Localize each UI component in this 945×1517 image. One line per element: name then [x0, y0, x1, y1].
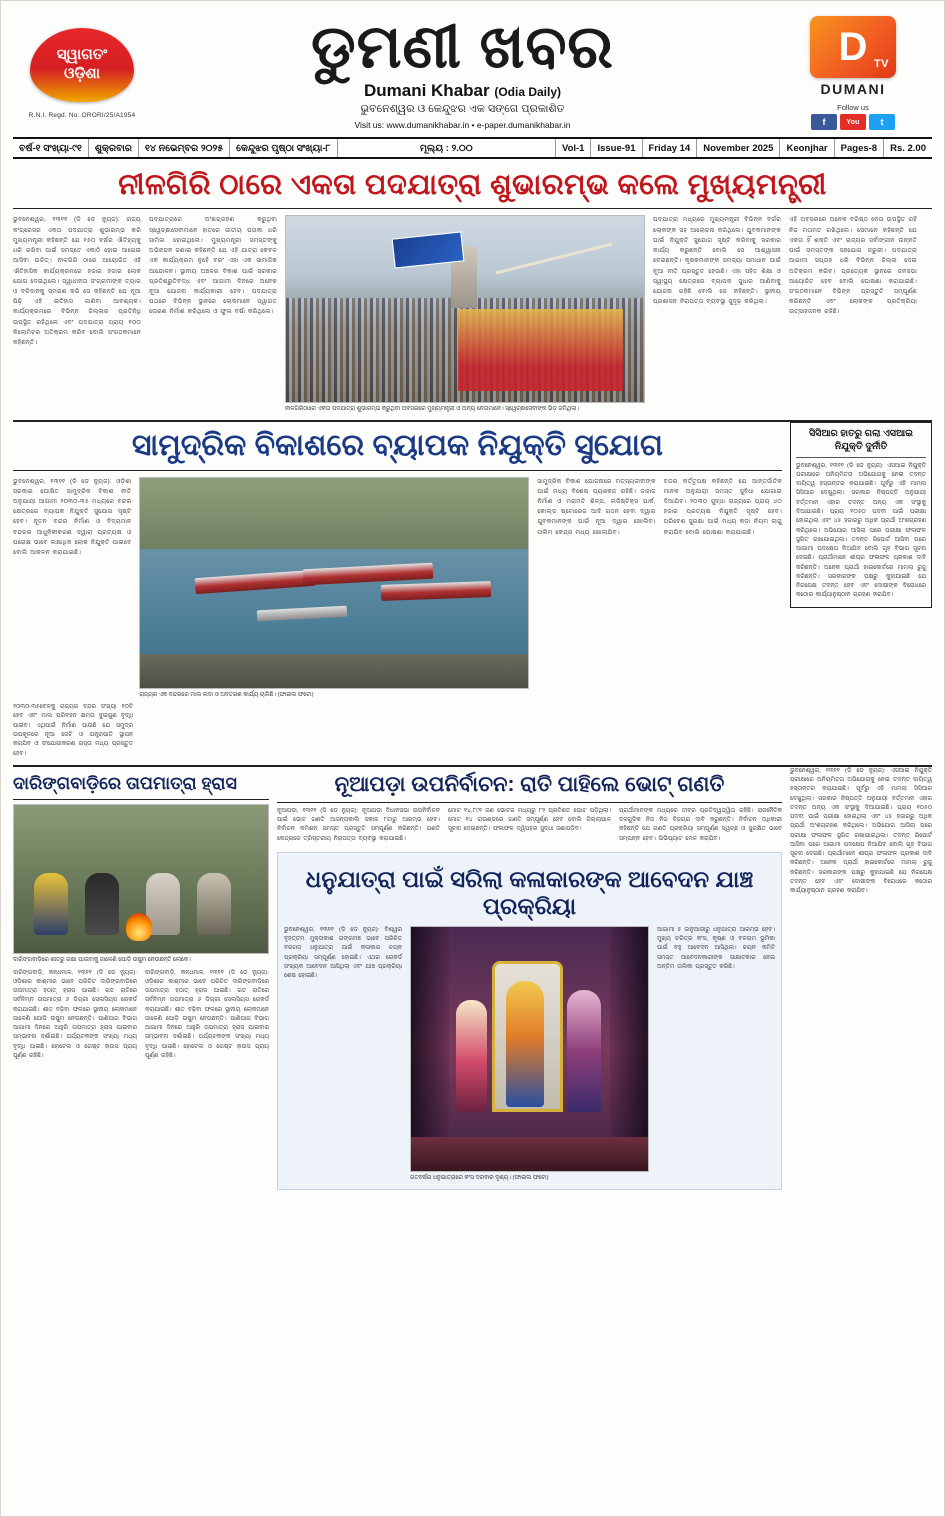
info-date-odia: ୧୪ ନଭେମ୍ବର ୨୦୨୫	[139, 139, 230, 157]
title-english-sub: (Odia Daily)	[494, 84, 562, 99]
info-day-odia: ଶୁକ୍ରବାର	[89, 139, 139, 157]
youtube-icon[interactable]: You	[840, 114, 866, 130]
dumani-tv-logo	[810, 16, 896, 78]
masthead-left	[17, 28, 147, 119]
port-story-headline: ସାମୁଦ୍ରିକ ବିକାଶରେ ବ୍ୟାପକ ନିଯୁକ୍ତି ସୁଯୋଗ	[131, 429, 664, 463]
dhanujatra-headline: ଧନୁଯାତ୍ରା ପାଇଁ ସରିଲା କଳାକାରଙ୍କ ଆବେଦନ ଯାଞ୍ଚ ପ୍ରକ୍ରିୟା	[305, 865, 754, 919]
newspaper-title-odia: ଡୁମଣୀ ଖବର	[153, 17, 772, 77]
sidebar-box	[790, 422, 932, 608]
welcome-badge	[30, 28, 134, 102]
fire-icon	[126, 913, 152, 941]
issue-info-bar	[13, 137, 932, 159]
social-links	[811, 114, 895, 130]
ship-shape	[256, 605, 346, 621]
tagline: ଭୁବନେଶ୍ୱର ଓ କେନ୍ଦୁଝର ଏକ ସଙ୍ଗେ ପ୍ରକାଶିତ	[360, 102, 565, 115]
info-edition-odia: କେନ୍ଦୁଝର ପୃଷ୍ଠା ସଂଖ୍ୟା-୮	[230, 139, 337, 157]
bonfire-photo	[13, 804, 269, 954]
performer-shape	[456, 1000, 487, 1112]
ship-shape	[303, 562, 434, 585]
masthead-right	[778, 16, 928, 130]
pier-layer	[140, 654, 528, 688]
bonfire-photo-caption: ଦାରିଙ୍ଗବାଡ଼ିରେ ଶୀତରୁ ରକ୍ଷା ପାଇବାକୁ ଜାଳେଣି ପୋଡ଼ି ଉଷୁମ ନେଉଛନ୍ତି ଲୋକେ।	[13, 956, 191, 963]
bypoll-story	[277, 767, 782, 1190]
curtain-shape	[610, 927, 648, 1171]
masthead	[13, 11, 932, 131]
sidebar-body: ଭୁବନେଶ୍ୱର, ୧୩୧୧ (ଡି ଡେ ନ୍ୟୁଜ): ଏସଆଇ ନିଯୁକ୍ତି ପରୀକ୍ଷାରେ ଅନିୟମିତତା ଅଭିଯୋଗକୁ ନେଇ ତଦନ୍ତ ଦାୟିତ୍ୱ ହସ୍ତାନ୍ତର କରାଯାଇଛି। ପୂର୍ବରୁ ଏହି ମାମଲା ସିସିଆର ଦେଖୁଥିଲା। ସରକାର ନିଷ୍ପତ୍ତି ଅନୁଯାୟୀ ବର୍ତ୍ତମାନ ଏହାର ତଦନ୍ତ ଅନ୍ୟ ଏକ ସଂସ୍ଥାକୁ ଦିଆଯାଇଛି। ପ୍ରାୟ ୧୦୫୦ ପଦବୀ ପାଇଁ ପରୀକ୍ଷା ହୋଇଥିଲା ଏବଂ ୪୫ ହଜାରରୁ ଅଧିକ ପ୍ରାର୍ଥୀ ଅଂଶଗ୍ରହଣ କରିଥିଲେ। ଅଭିଯୋଗ ଆସିଲା ପରେ ପରୀକ୍ଷା ଫଳାଫଳ ସ୍ଥଗିତ ରଖାଯାଇଥିଲା। ତଦନ୍ତ ରିପୋର୍ଟ ଆସିବା ପରେ ଆଗାମୀ ପଦକ୍ଷେପ ନିଆଯିବ ବୋଲି ଗୃହ ବିଭାଗ ସୂଚନା ଦେଇଛି। ପ୍ରାର୍ଥୀମାନେ ଶୀଘ୍ର ଫଳାଫଳ ପ୍ରକାଶ ଦାବି କରିଛନ୍ତି। ଅନେକ ପ୍ରାର୍ଥୀ ହାଇକୋର୍ଟରେ ମାମଲା ରୁଜୁ କରିଛନ୍ତି। ସରକାରଙ୍କ ପକ୍ଷରୁ କୁହାଯାଇଛି ଯେ ନିରପେକ୍ଷ ତଦନ୍ତ ହେବ ଏବଂ ଦୋଷୀଙ୍କ ବିରୋଧରେ କଠୋର କାର୍ଯ୍ୟାନୁଷ୍ଠାନ ଗ୍ରହଣ କରାଯିବ।	[796, 462, 926, 599]
welcome-badge-line2: ଓଡ଼ିଶା	[63, 64, 101, 82]
sidebar-column-lower	[790, 767, 932, 1190]
dhanujatra-photo	[410, 926, 649, 1172]
mid-section	[13, 422, 932, 759]
info-pages: Pages-8	[835, 139, 884, 157]
king-character-shape	[506, 981, 544, 1108]
port-story	[13, 422, 782, 759]
rally-photo-caption: ନୀଳଗିରିଠାରେ ଏକତା ପଦଯାତ୍ରା ଶୁଭାରମ୍ଭ କରୁଥିବା ଅବସରରେ ମୁଖ୍ୟମନ୍ତ୍ରୀ ଓ ଅନ୍ୟ ନେତାମାନେ। ସ୍ୱେଚ୍ଛାସେବୀଙ୍କ ଭିଡ଼ ଜମିଥିଲା।	[285, 406, 579, 413]
logo-brand-name: DUMANI	[820, 81, 886, 97]
info-price-odia: ମୂଲ୍ୟ : ୨.୦୦	[338, 139, 556, 157]
bypoll-col-2: ମୋଟ ୧୪,୮୯୧ ଜଣ ଭୋଟର ମଧ୍ୟରୁ ୮୨ ପ୍ରତିଶତ ଭୋଟ ପଡ଼ିଥିଲା। ମୋଟ ୧୪ ରାଉଣ୍ଡରେ ଗଣତି ସମ୍ପୂର୍ଣ୍ଣ ହେବ ବୋଲି ଜିଲ୍ଲାପାଳ ସୂଚନା ଦେଇଛନ୍ତି। ଫଳାଫଳ ଦ୍ୱିପହର ସୁଦ୍ଧା ଜଣାପଡ଼ିବ।	[448, 807, 611, 833]
port-col-2: ୨୦୩୦-୩୫ବେଳକୁ ରାଜ୍ୟର ବନ୍ଦର ସଂଖ୍ୟା ୧୦ଟି ହେବ ଏବଂ ମାଲ ପରିବହନ କ୍ଷମତା ଦୁଇଗୁଣ ବୃଦ୍ଧି ପାଇବ। ଏଥିପାଇଁ ନିର୍ମାଣ ପାଉଛି ଯେ ସମୁଦ୍ର ଉପକୂଳରେ ନୂଆ ଜେଟି ଓ ଯନ୍ତ୍ରପାତି ସ୍ଥାପନ କରାଯିବ ଓ ସଂଯୋଗୀକରଣ ରାସ୍ତା ମଧ୍ୟ ପ୍ରସ୍ତୁତ ହେବ।	[13, 704, 133, 757]
person-shape	[85, 873, 119, 935]
title-english-main: Dumani Khabar	[363, 80, 490, 100]
info-day: Friday 14	[643, 139, 698, 157]
info-cover-price: Rs. 2.00	[890, 142, 926, 154]
lower-section	[13, 767, 932, 1190]
info-city-edition: Keonjhar	[780, 139, 834, 157]
flagpole-shape	[495, 243, 612, 275]
lead-col-2: ପଦଯାତ୍ରାରେ ଅଂଶଗ୍ରହଣ କରୁଥିବା ସ୍ୱେଚ୍ଛାସେବୀମାନେ ହାତରେ ଜାତୀୟ ପତାକା ଧରି ସାମିଲ ହୋଇଥିଲେ। ମୁଖ୍ୟମନ୍ତ୍ରୀ ସମସ୍ତଙ୍କୁ ଅଭିନନ୍ଦନ ଜଣାଇ କହିଛନ୍ତି ଯେ ଏହି ଯାତ୍ରା କେବଳ ଏକ କାର୍ଯ୍ୟକ୍ରମ ନୁହେଁ ବରଂ ଏହା ଏକ ସାମାଜିକ ଆନ୍ଦୋଳନ। ସ୍ଥାନୀୟ ଅଞ୍ଚଳର ବିକାଶ ପାଇଁ ସରକାର ପ୍ରତିଶ୍ରୁତିବଦ୍ଧ ଏବଂ ଆଗାମୀ ଦିନରେ ଅନେକ ନୂଆ ଯୋଜନା କାର୍ଯ୍ୟକାରୀ ହେବ। ପଦଯାତ୍ରା ପଥରେ ବିଭିନ୍ନ ସ୍ଥାନରେ ଲୋକମାନେ ସ୍ୱାଗତ ତୋରଣ ନିର୍ମାଣ କରିଥିଲେ ଓ ଫୁଲ ବର୍ଷା କରିଥିଲେ।	[149, 216, 277, 316]
temperature-headline: ଦାରିଙ୍ଗବାଡ଼ିରେ ତାପମାତ୍ରା ହ୍ରାସ	[13, 772, 237, 793]
port-photo	[139, 477, 529, 689]
ship-shape	[381, 581, 491, 601]
info-month-year: November 2025	[697, 139, 780, 157]
curtain-shape	[411, 927, 449, 1171]
logo-letter: D	[838, 24, 868, 69]
dhanujatra-photo-caption: ଗତବର୍ଷର ଧନୁଯାତ୍ରାରେ କଂସ ଦରବାର ଦୃଶ୍ୟ। (ଫାଇଲ ଫଟୋ)	[410, 1174, 549, 1181]
info-issue: Issue-91	[591, 139, 642, 157]
rally-photo	[285, 215, 645, 403]
person-shape	[197, 873, 231, 935]
website-links[interactable]: Visit us: www.dumanikhabar.in • e-paper.dumanikhabar.in	[354, 119, 571, 130]
bypoll-col-1: ନୂଆପଡ଼ା, ୧୩୧୧ (ଡି ଡେ ନ୍ୟୁଜ): ନୂଆପଡ଼ା ବିଧାନସଭା ଉପନିର୍ବାଚନ ପାଇଁ ଭୋଟ ଗଣତି ଆସନ୍ତାକାଲି ସକାଳ ୮ଟାରୁ ଆରମ୍ଭ ହେବ। ନିର୍ବାଚନ କମିଶନ ସମସ୍ତ ପ୍ରସ୍ତୁତି ସମ୍ପୂର୍ଣ୍ଣ କରିଛନ୍ତି। ଗଣତି କେନ୍ଦ୍ରରେ ତ୍ରିସ୍ତରୀୟ ନିରାପତ୍ତା ବ୍ୟବସ୍ଥା କରାଯାଇଛି।	[277, 807, 440, 842]
facebook-icon[interactable]: f	[811, 114, 837, 130]
performer-shape	[567, 990, 600, 1112]
sidebar-continued: ଭୁବନେଶ୍ୱର, ୧୩୧୧ (ଡି ଡେ ନ୍ୟୁଜ): ଏସଆଇ ନିଯୁକ୍ତି ପରୀକ୍ଷାରେ ଅନିୟମିତତା ଅଭିଯୋଗକୁ ନେଇ ତଦନ୍ତ ଦାୟିତ୍ୱ ହସ୍ତାନ୍ତର କରାଯାଇଛି। ପୂର୍ବରୁ ଏହି ମାମଲା ସିସିଆର ଦେଖୁଥିଲା। ସରକାର ନିଷ୍ପତ୍ତି ଅନୁଯାୟୀ ବର୍ତ୍ତମାନ ଏହାର ତଦନ୍ତ ଅନ୍ୟ ଏକ ସଂସ୍ଥାକୁ ଦିଆଯାଇଛି। ପ୍ରାୟ ୧୦୫୦ ପଦବୀ ପାଇଁ ପରୀକ୍ଷା ହୋଇଥିଲା ଏବଂ ୪୫ ହଜାରରୁ ଅଧିକ ପ୍ରାର୍ଥୀ ଅଂଶଗ୍ରହଣ କରିଥିଲେ। ଅଭିଯୋଗ ଆସିଲା ପରେ ପରୀକ୍ଷା ଫଳାଫଳ ସ୍ଥଗିତ ରଖାଯାଇଥିଲା। ତଦନ୍ତ ରିପୋର୍ଟ ଆସିବା ପରେ ଆଗାମୀ ପଦକ୍ଷେପ ନିଆଯିବ ବୋଲି ଗୃହ ବିଭାଗ ସୂଚନା ଦେଇଛି। ପ୍ରାର୍ଥୀମାନେ ଶୀଘ୍ର ଫଳାଫଳ ପ୍ରକାଶ ଦାବି କରିଛନ୍ତି। ଅନେକ ପ୍ରାର୍ଥୀ ହାଇକୋର୍ଟରେ ମାମଲା ରୁଜୁ କରିଛନ୍ତି। ସରକାରଙ୍କ ପକ୍ଷରୁ କୁହାଯାଇଛି ଯେ ନିରପେକ୍ଷ ତଦନ୍ତ ହେବ ଏବଂ ଦୋଷୀଙ୍କ ବିରୋଧରେ କଠୋର କାର୍ଯ୍ୟାନୁଷ୍ଠାନ ଗ୍ରହଣ କରାଯିବ।	[790, 767, 932, 895]
temperature-col-2: ଦାରିଙ୍ଗବାଡ଼ି, କନ୍ଧମାଳ, ୧୩୧୧ (ଡି ଡେ ନ୍ୟୁଜ): ଓଡ଼ିଶାର କାଶ୍ମୀର ଭାବେ ପରିଚିତ ଦାରିଙ୍ଗବାଡ଼ିରେ ତାପମାତ୍ରା ହଠାତ୍ ହ୍ରାସ ପାଇଛି। ଗତ ରାତିରେ ସର୍ବନିମ୍ନ ତାପମାତ୍ରା ୬ ଡିଗ୍ରୀ ସେଲସିୟସ ରେକର୍ଡ କରାଯାଇଛି। ଶୀତ ବଢ଼ିବା ଫଳରେ ସ୍ଥାନୀୟ ଲୋକମାନେ ଜାଳେଣି ପୋଡ଼ି ଉଷୁମ ନେଉଛନ୍ତି। ପାଣିପାଗ ବିଭାଗ ଆଗାମୀ ଦିନରେ ଆହୁରି ତାପମାତ୍ରା ହ୍ରାସ ପାଇବାର ସମ୍ଭାବନା ଦର୍ଶାଇଛି। ପର୍ଯ୍ୟଟକଙ୍କ ସଂଖ୍ୟା ମଧ୍ୟ ବୃଦ୍ଧି ପାଇଛି। ହୋଟେଲ ଓ ଗେଷ୍ଟ ହାଉସ ପ୍ରାୟ ପୂର୍ଣ୍ଣ ରହିଛି।	[145, 969, 269, 1059]
dhanujatra-col-1: ଭୁବନେଶ୍ୱର, ୧୩୧୧ (ଡି ଡେ ନ୍ୟୁଜ): ବିଶ୍ୱର ବୃହତ୍ତମ ମୁକ୍ତାକାଶ ରଙ୍ଗମଞ୍ଚ ଭାବେ ପରିଚିତ ବରଗଡ଼ ଧନୁଯାତ୍ରା ପାଇଁ କଳାକାର ଚୟନ ପ୍ରକ୍ରିୟା ସମ୍ପୂର୍ଣ୍ଣ ହୋଇଛି। ଏଥର ରେକର୍ଡ ସଂଖ୍ୟକ ଆବେଦନ ଆସିଥିଲା ଏବଂ ଯାଞ୍ଚ ପ୍ରକ୍ରିୟା ଶେଷ ହୋଇଛି।	[284, 926, 402, 980]
sidebar-headline: ସିସିଆର ହାତରୁ ଗଲା ଏସଆଇ ନିଯୁକ୍ତି ଦୁର୍ନୀତି	[796, 428, 926, 458]
lead-story-body	[13, 215, 932, 414]
person-shape	[34, 873, 68, 935]
registration-number: R.N.I. Regd. No. ORORI/25/A1954	[28, 111, 136, 119]
lead-col-4: ଏହି ଅବସରରେ ଅନେକ ବରିଷ୍ଠ ନେତା ଉପସ୍ଥିତ ରହି ନିଜ ମତାମତ ରଖିଥିଲେ। ସେମାନେ କହିଛନ୍ତି ଯେ ଏକତା ହିଁ ଶକ୍ତି ଏବଂ ରାଜ୍ୟର ସର୍ବାଙ୍ଗୀନ ଉନ୍ନତି ପାଇଁ ସମସ୍ତଙ୍କ ସହଯୋଗ ଜରୁରୀ। ପଦଯାତ୍ରା ଆଗାମୀ ସପ୍ତାହ ଧରି ବିଭିନ୍ନ ଜିଲ୍ଲା ଦେଇ ଅତିକ୍ରମ କରିବ। ପ୍ରତ୍ୟେକ ସ୍ଥାନରେ ଜନସଭା ଆୟୋଜିତ ହେବ ବୋଲି ଘୋଷଣା କରାଯାଇଛି। ସଂଗଠକମାନେ ବିଭିନ୍ନ ପ୍ରସ୍ତୁତି ସମ୍ପୂର୍ଣ୍ଣ କରିଛନ୍ତି ଏବଂ ଲୋକଙ୍କ ପ୍ରତିକ୍ରିୟା ଉତ୍ସାହଜନକ ରହିଛି।	[789, 216, 917, 316]
port-col-4: ବନ୍ଦର କର୍ତ୍ତୃପକ୍ଷ କହିଛନ୍ତି ଯେ ଆନ୍ତର୍ଜାତିକ ମାନକ ଅନୁଯାୟୀ ସମସ୍ତ ସୁବିଧା ଯୋଗାଇ ଦିଆଯିବ। ୨୦୩୦ ସୁଦ୍ଧା ରାଜ୍ୟରେ ପ୍ରାୟ ୪୦ ହଜାର ପ୍ରତ୍ୟକ୍ଷ ନିଯୁକ୍ତି ସୃଷ୍ଟି ହେବ। ପରିବେଶ ସୁରକ୍ଷା ପାଇଁ ମଧ୍ୟ କଡ଼ା ନିୟମ ଲାଗୁ କରାଯିବ ବୋଲି ଘୋଷଣା କରାଯାଇଛି।	[663, 477, 782, 536]
info-volume-odia: ବର୍ଷ-୧ ସଂଖ୍ୟା-୯୧	[13, 139, 89, 157]
lead-col-3: ପଦଯାତ୍ରା ମଧ୍ୟରେ ମୁଖ୍ୟମନ୍ତ୍ରୀ ବିଭିନ୍ନ ବର୍ଗର ଲୋକଙ୍କ ସହ ଆଲୋଚନା କରିଥିଲେ। ଯୁବକମାନଙ୍କ ପାଇଁ ନିଯୁକ୍ତି ସୁଯୋଗ ସୃଷ୍ଟି କରିବାକୁ ସରକାର କାର୍ଯ୍ୟ କରୁଛନ୍ତି ବୋଲି ସେ ଆଶ୍ୱାସନା ଦେଇଛନ୍ତି। କୃଷକମାନଙ୍କ ସମସ୍ୟା ସମାଧାନ ପାଇଁ ନୂଆ ନୀତି ପ୍ରସ୍ତୁତ ହେଉଛି। ଏହା ସହିତ ଶିକ୍ଷା ଓ ସ୍ୱାସ୍ଥ୍ୟ କ୍ଷେତ୍ରରେ ବ୍ୟାପକ ସୁଧାର ଆଣିବାକୁ ଯୋଜନା ରହିଛି ବୋଲି ସେ କହିଛନ୍ତି। ସ୍ଥାନୀୟ ପ୍ରଶାସନ ନିରାପତ୍ତା ବ୍ୟବସ୍ଥା ସୁଦୃଢ଼ କରିଥିଲା।	[653, 216, 781, 306]
temperature-col-1: ଦାରିଙ୍ଗବାଡ଼ି, କନ୍ଧମାଳ, ୧୩୧୧ (ଡି ଡେ ନ୍ୟୁଜ): ଓଡ଼ିଶାର କାଶ୍ମୀର ଭାବେ ପରିଚିତ ଦାରିଙ୍ଗବାଡ଼ିରେ ତାପମାତ୍ରା ହଠାତ୍ ହ୍ରାସ ପାଇଛି। ଗତ ରାତିରେ ସର୍ବନିମ୍ନ ତାପମାତ୍ରା ୬ ଡିଗ୍ରୀ ସେଲସିୟସ ରେକର୍ଡ କରାଯାଇଛି। ଶୀତ ବଢ଼ିବା ଫଳରେ ସ୍ଥାନୀୟ ଲୋକମାନେ ଜାଳେଣି ପୋଡ଼ି ଉଷୁମ ନେଉଛନ୍ତି। ପାଣିପାଗ ବିଭାଗ ଆଗାମୀ ଦିନରେ ଆହୁରି ତାପମାତ୍ରା ହ୍ରାସ ପାଇବାର ସମ୍ଭାବନା ଦର୍ଶାଇଛି। ପର୍ଯ୍ୟଟକଙ୍କ ସଂଖ୍ୟା ମଧ୍ୟ ବୃଦ୍ଧି ପାଇଛି। ହୋଟେଲ ଓ ଗେଷ୍ଟ ହାଉସ ପ୍ରାୟ ପୂର୍ଣ୍ଣ ରହିଛି।	[13, 969, 137, 1059]
port-col-1: ଭୁବନେଶ୍ୱର, ୧୩୧୧ (ଡି ଡେ ନ୍ୟୁଜ): ଓଡ଼ିଶା ସରକାର ଘୋଷିତ ସାମୁଦ୍ରିକ ବିକାଶ ନୀତି ଅନୁଯାୟୀ ଆଗାମୀ ୨୦୩୦-୩୫ ମଧ୍ୟରେ ବନ୍ଦର କ୍ଷେତ୍ରରେ ବ୍ୟାପକ ନିଯୁକ୍ତି ସୁଯୋଗ ସୃଷ୍ଟି ହେବ। ନୂତନ ବନ୍ଦର ନିର୍ମାଣ ଓ ବିଦ୍ୟମାନ ବନ୍ଦରର ଆଧୁନିକୀକରଣ ଦ୍ୱାରା ପ୍ରତ୍ୟକ୍ଷ ଓ ପରୋକ୍ଷ ଭାବେ ଲକ୍ଷାଧିକ ଲୋକ ନିଯୁକ୍ତି ପାଇବେ ବୋଲି ଆକଳନ କରାଯାଇଛି।	[13, 477, 132, 557]
lead-col-1: ଭୁବନେଶ୍ୱର, ୧୩୧୧ (ଡି ଡେ ନ୍ୟୁଜ): ରାଜ୍ୟ କଂଗ୍ରେସର ଏକତା ପଦଯାତ୍ରା ଶୁଭାରମ୍ଭ କରି ମୁଖ୍ୟମନ୍ତ୍ରୀ କହିଛନ୍ତି ଯେ ୧୫୦ ବର୍ଷର ଐତିହ୍ୟକୁ ଧରି ରଖିବା ପାଇଁ ସମସ୍ତେ ଏକାଠି ହୋଇ ଆଗେଇ ଆସିବା ଉଚିତ୍। ନୀଳଗିରି ଠାରେ ଆୟୋଜିତ ଏହି ଐତିହାସିକ କାର୍ଯ୍ୟକ୍ରମରେ ହଜାର ହଜାର ଲୋକ ଯୋଗ ଦେଇଥିଲେ। ସ୍ୱାଧୀନତା ସଂଗ୍ରାମୀଙ୍କ ତ୍ୟାଗ ଓ ବଳିଦାନକୁ ସ୍ମରଣ କରି ସେ କହିଛନ୍ତି ଯେ ନୂଆ ପିଢ଼ି ଏହି ଇତିହାସ ଜାଣିବା ଆବଶ୍ୟକ। କାର୍ଯ୍ୟକ୍ରମରେ ବିଭିନ୍ନ ଜିଲ୍ଲାର ପ୍ରତିନିଧି ଉପସ୍ଥିତ ରହିଥିଲେ ଏବଂ ପଦଯାତ୍ରା ପ୍ରାୟ ୧୦୦ କିଲୋମିଟର ଅତିକ୍ରମ କରିବ ବୋଲି ସଂଗଠକମାନେ କହିଛନ୍ତି।	[13, 216, 141, 347]
ship-shape	[194, 570, 315, 594]
follow-label: Follow us	[837, 103, 869, 112]
stage-layer	[458, 309, 623, 391]
twitter-icon[interactable]: t	[869, 114, 895, 130]
sidebar-column	[790, 422, 932, 759]
stage-floor	[411, 1137, 648, 1171]
temperature-story	[13, 767, 269, 1190]
lead-story-headline: ନୀଳଗିରି ଠାରେ ଏକତା ପଦଯାତ୍ରା ଶୁଭାରମ୍ଭ କଲେ ମୁଖ୍ୟମନ୍ତ୍ରୀ	[118, 169, 827, 201]
port-photo-caption: ରାଜ୍ୟର ଏକ ବନ୍ଦରରେ ମାଲ ଲଦା ଓ ଅବତରଣ କାର୍ଯ୍ୟ ଚାଲିଛି। (ଫାଇଲ ଫଟୋ)	[139, 691, 314, 698]
masthead-center	[147, 12, 778, 130]
info-vol: Vol-1	[556, 139, 592, 157]
port-col-3: ସାମୁଦ୍ରିକ ବିକାଶ ଯୋଜନାରେ ମତ୍ସ୍ୟଜୀବୀଙ୍କ ପାଇଁ ମଧ୍ୟ ବିଶେଷ ପ୍ୟାକେଜ ରହିଛି। ଜାହାଜ ନିର୍ମାଣ ଓ ମରାମତି ଶିଳ୍ପ, ଲଜିଷ୍ଟିକ୍ସ ପାର୍କ, କୋଲ୍ଡ ଷ୍ଟୋରେଜ ଆଦି ଗଠନ ହେବା ଦ୍ୱାରା ଯୁବକମାନଙ୍କ ପାଇଁ ନୂଆ ଦ୍ୱାର ଖୋଲିବ। ତାଲିମ କେନ୍ଦ୍ର ମଧ୍ୟ ଖୋଲାଯିବ।	[537, 477, 656, 536]
dhanujatra-col-2: ଆଗାମୀ ୫ ଜାନୁଆରୀରୁ ଧନୁଯାତ୍ରା ଆରମ୍ଭ ହେବ। ମୁଖ୍ୟ ଚରିତ୍ର କଂସ, କୃଷ୍ଣ ଓ ବଳରାମ ଭୂମିକା ପାଇଁ ବହୁ ଆବେଦନ ଆସିଥିଲା। ଚୟନ କମିଟି ସମସ୍ତ ଆବେଦନକାରୀଙ୍କ ସାକ୍ଷାତକାର ନେଇ ଅନ୍ତିମ ତାଲିକା ପ୍ରସ୍ତୁତ କରିଛି।	[657, 926, 775, 970]
bypoll-col-3: ପ୍ରାର୍ଥୀମାନଙ୍କ ମଧ୍ୟରେ ତୀବ୍ର ପ୍ରତିଦ୍ୱନ୍ଦ୍ୱିତା ରହିଛି। ରାଜନୈତିକ ଦଳଗୁଡ଼ିକ ନିଜ ନିଜ ବିଜୟର ଦାବି କରୁଛନ୍ତି। ନିର୍ବାଚନ ଅଧିକାରୀ କହିଛନ୍ତି ଯେ ଗଣତି ପ୍ରକ୍ରିୟା ସମ୍ପୂର୍ଣ୍ଣ ସ୍ୱଚ୍ଛ ଓ ସୁରକ୍ଷିତ ଭାବେ ସମ୍ପନ୍ନ ହେବ। ଭିଭିପ୍ୟାଟ ମେଳ କରାଯିବ।	[619, 807, 782, 842]
welcome-badge-line1: ସ୍ୱାଗତଂ	[56, 45, 108, 63]
logo-tv-label: TV	[873, 58, 889, 70]
newspaper-title-english	[153, 81, 772, 101]
dhanujatra-story	[277, 852, 782, 1190]
shoreline-layer	[140, 478, 528, 549]
bypoll-headline: ନୂଆପଡ଼ା ଉପନିର୍ବାଚନ: ରାତି ପାହିଲେ ଭୋଟ୍ ଗଣତି	[334, 772, 725, 796]
